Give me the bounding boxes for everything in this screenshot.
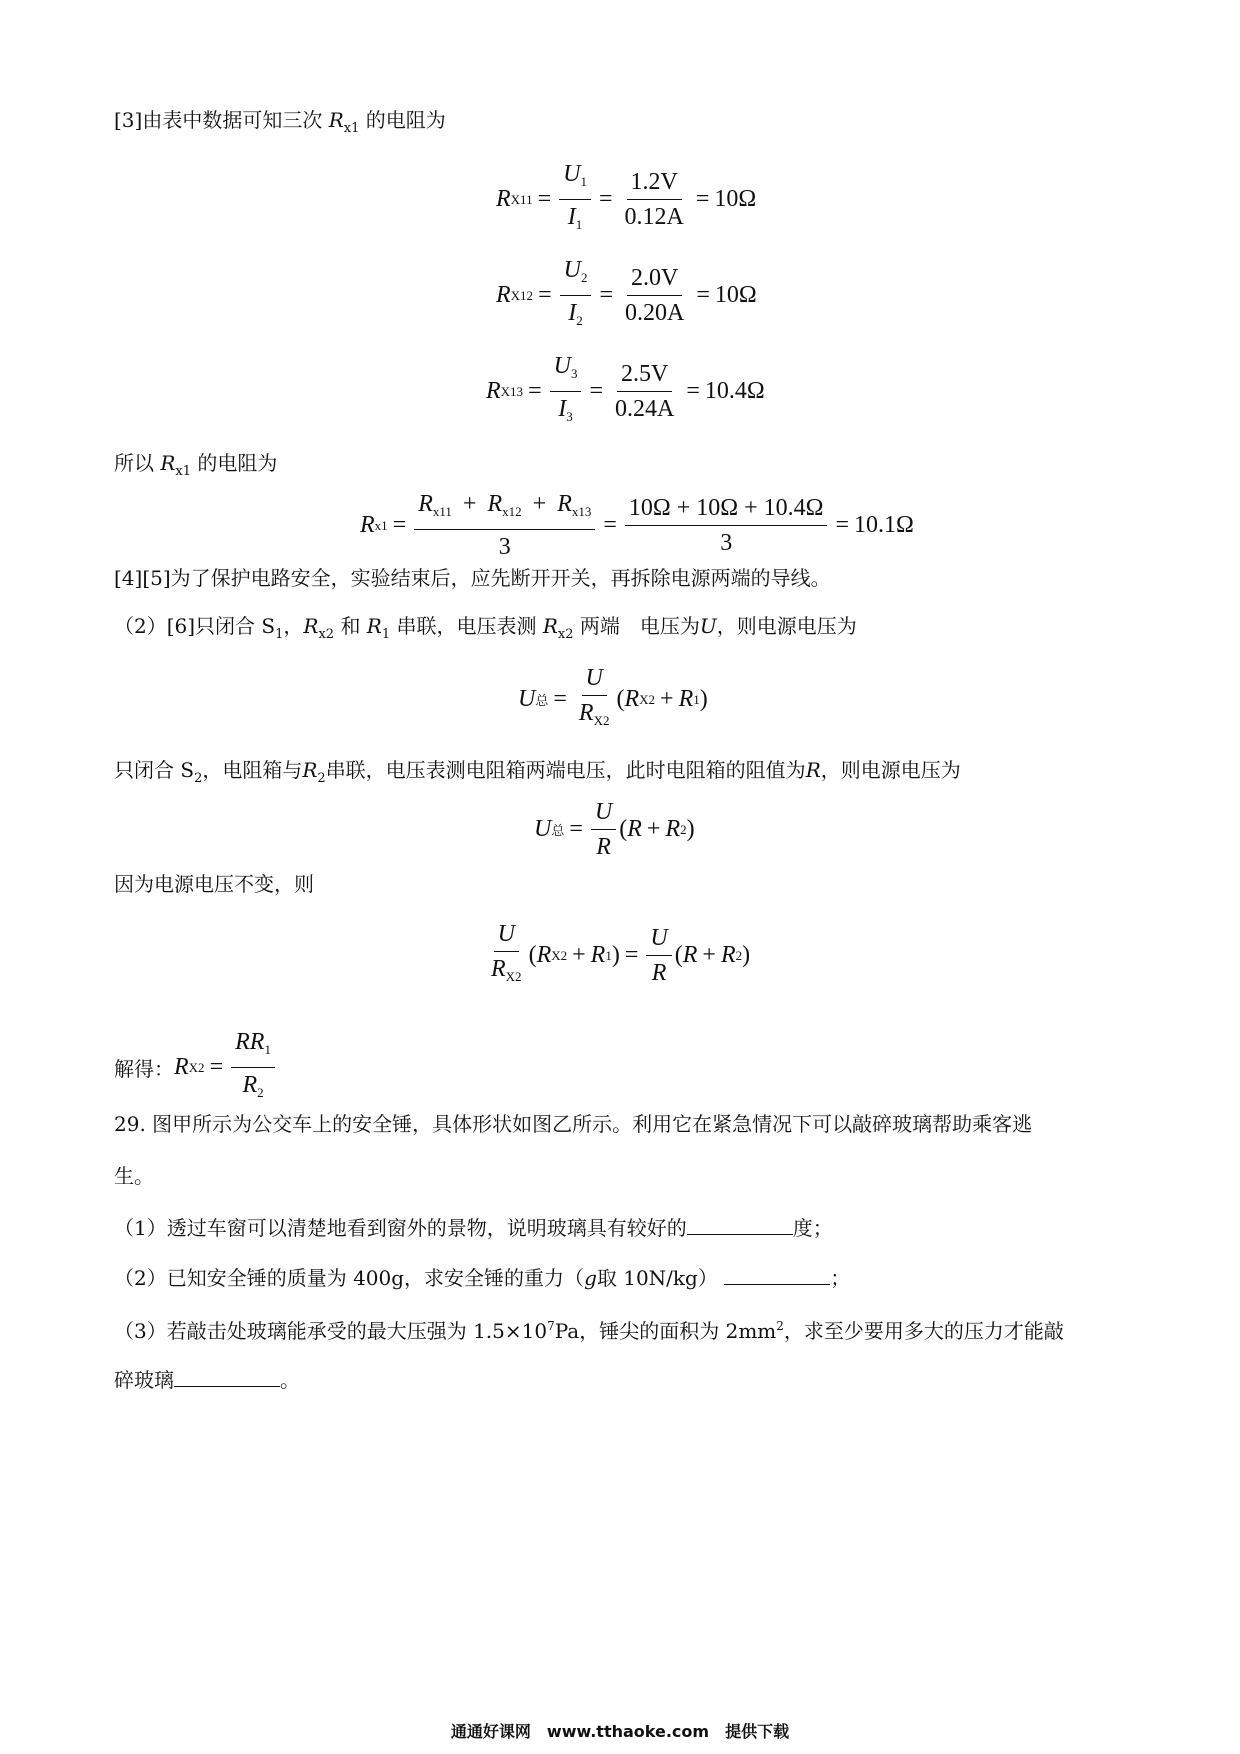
question-29-part-1	[114, 1212, 833, 1242]
equation-u-total-2: U 总 = $\frac{U}{R}$ ( R + R 2 )	[534, 799, 695, 860]
symbol-r: R	[678, 686, 694, 712]
question-29-stem-line-1: 29. 图甲所示为公交车上的安全锤，具体形状如图乙所示。利用它在紧急情况下可以敲碎玻璃帮助乘客逃	[114, 1112, 1033, 1136]
symbol-r: R	[418, 491, 433, 517]
sub-x2: x2	[318, 627, 335, 642]
symbol-r: R	[487, 491, 503, 517]
fraction-u-r	[591, 798, 616, 861]
sub-3: 3	[566, 409, 573, 424]
eq2-current: 0.20A	[625, 300, 685, 326]
symbol-u: U	[585, 665, 603, 691]
symbol-u: U	[518, 686, 536, 712]
symbol-r: R	[360, 512, 375, 538]
sub-2: 2	[317, 771, 326, 786]
sub-x13: X13	[500, 383, 524, 399]
s2-text-d: ，则电源电压为	[820, 758, 961, 782]
symbol-r: R	[536, 942, 552, 968]
equation-rx12: R X12 = $\frac{U_2}{I_2}$ = $\frac{2.0V}{0.20A}$ = 10Ω	[496, 256, 757, 335]
symbol-g: g	[584, 1266, 597, 1290]
question-29-part-3-line-2	[114, 1364, 300, 1394]
paragraph-constant: 因为电源电压不变，则	[114, 872, 314, 896]
sub-x13: x13	[571, 504, 592, 519]
symbol-r: R	[242, 1072, 258, 1098]
fraction-values-3	[611, 360, 678, 423]
sub-x11: x11	[432, 504, 452, 519]
fraction-rr1-r2	[231, 1028, 275, 1107]
symbol-u: U	[497, 921, 515, 947]
fraction-u1-i1	[559, 160, 591, 239]
symbol-u: U	[594, 799, 613, 825]
sub-1: 1	[575, 217, 583, 232]
q3-text-a: （3）若敲击处玻璃能承受的最大压强为 1.5×10	[114, 1319, 548, 1343]
page-footer: 通通好课网 www.tthaoke.com 提供下载	[450, 1722, 790, 1741]
eq3-current: 0.24A	[615, 396, 675, 422]
symbol-r: R	[624, 686, 640, 712]
symbol-i: I	[568, 300, 577, 326]
fraction-u-rx2	[575, 664, 614, 735]
sub-x12: X12	[510, 287, 534, 303]
eq1-current: 0.12A	[624, 204, 684, 230]
solve-label: 解得：	[114, 1057, 174, 1081]
sub-2: 2	[194, 771, 203, 786]
answer-blank-1[interactable]	[687, 1212, 793, 1235]
sub-3: 3	[570, 366, 578, 381]
symbol-u: U	[650, 925, 668, 951]
question-29-part-2	[114, 1262, 850, 1292]
sub-2: 2	[580, 270, 588, 285]
paragraph-6	[114, 612, 857, 649]
symbol-i: I	[558, 396, 567, 422]
sub-x2: X2	[593, 713, 610, 728]
sub-1: 1	[693, 691, 700, 707]
symbol-r: R	[682, 942, 698, 968]
answer-blank-2[interactable]	[724, 1262, 830, 1285]
symbol-r: R	[160, 451, 176, 475]
q1-text-a: （1）透过车窗可以清楚地看到窗外的景物，说明玻璃具有较好的	[114, 1216, 687, 1240]
s2-text-c: 串联，电压表测电阻箱两端电压，此时电阻箱的阻值为	[325, 758, 806, 782]
q2-text-a: （2）已知安全锤的质量为 400g，求安全锤的重力（	[114, 1266, 585, 1290]
symbol-r: R	[557, 491, 572, 517]
q3-line2-text-b: 。	[280, 1368, 300, 1392]
eq2-voltage: 2.0V	[627, 264, 682, 296]
p6-text-a: （2）[6]只闭合 S	[114, 614, 276, 638]
q3-exponent: 7	[547, 1319, 555, 1333]
q3-text-b: Pa，锤尖的面积为 2mm	[554, 1319, 777, 1343]
answer-blank-3[interactable]	[174, 1364, 280, 1387]
question-29-part-3	[114, 1312, 1064, 1345]
symbol-r: R	[720, 942, 736, 968]
symbol-r: R	[578, 700, 594, 726]
sub-x2: x2	[557, 627, 574, 642]
sub-1: 1	[605, 947, 612, 963]
paragraph-3-intro	[114, 106, 446, 143]
sub-1: 1	[275, 627, 284, 642]
sub-x2: X2	[188, 1059, 205, 1075]
symbol-r: R	[496, 186, 511, 212]
question-29-stem-line-2: 生。	[114, 1164, 154, 1188]
symbol-r: R	[486, 378, 501, 404]
symbol-r: R	[496, 282, 511, 308]
symbol-r: R	[302, 758, 318, 782]
fraction-sum-r: $\frac{R_{x11} + R_{x12} + R_{x13}}{3}$	[414, 490, 595, 561]
equation-rx13: R X13 = $\frac{U_3}{I_3}$ = $\frac{2.5V}{0.24A}$ = 10.4Ω	[486, 352, 765, 431]
p6-text-c: 和	[340, 614, 361, 638]
eq3-result: 10.4Ω	[704, 378, 765, 404]
sub-1: 1	[264, 1042, 271, 1057]
equation-rx1-average: R x1 = $\frac{R_{x11} + R_{x12} + R_{x13}}{3}$ = $\frac{10\Omega + 10\Omega + 10.4\Omega}{3}$ = 10.1Ω	[360, 491, 914, 560]
fraction-u3-i3	[550, 352, 582, 431]
sub-2: 2	[735, 947, 743, 963]
fraction-u-rx2	[487, 920, 526, 991]
sub-x1: x1	[175, 464, 192, 479]
sub-1: 1	[381, 627, 391, 642]
symbol-r: R	[651, 960, 667, 986]
so-intro-text: 所以	[114, 451, 154, 475]
s2-text-b: ，电阻箱与	[202, 758, 303, 782]
paragraph-so-intro	[114, 449, 277, 486]
paragraph-45: [4][5]为了保护电路安全，实验结束后，应先断开开关，再拆除电源两端的导线。	[114, 566, 831, 590]
p6-text-d: 串联，电压表测	[396, 614, 537, 638]
symbol-r: R	[665, 816, 681, 842]
sub-x1: x1	[374, 517, 388, 533]
symbol-u: U	[699, 614, 717, 638]
fraction-values-2	[621, 264, 688, 327]
symbol-r: R	[328, 108, 344, 132]
q3-line2-text-a: 碎玻璃	[114, 1368, 174, 1392]
p6-text-b: ，	[283, 614, 304, 638]
p3-intro-text: [3]由表中数据可知三次	[114, 108, 323, 132]
symbol-r: R	[590, 942, 606, 968]
sub-x12: x12	[502, 504, 522, 519]
eq1-voltage: 1.2V	[627, 168, 682, 200]
sub-x1: x1	[343, 121, 360, 136]
symbol-u: U	[553, 353, 571, 379]
sub-2: 2	[680, 821, 687, 837]
symbol-u: U	[534, 816, 552, 842]
q2-text-c: ；	[830, 1266, 851, 1290]
q1-text-b: 度；	[792, 1216, 833, 1240]
q3-exponent-2: 2	[776, 1319, 784, 1333]
symbol-r: R	[596, 834, 611, 860]
symbol-u: U	[563, 257, 581, 283]
eq2-result: 10Ω	[714, 282, 757, 308]
fraction-values-1	[621, 168, 688, 231]
symbol-rr: RR	[235, 1029, 265, 1055]
denominator-3: 3	[498, 534, 511, 560]
sub-x11: X11	[510, 191, 533, 207]
eq3-voltage: 2.5V	[617, 360, 672, 392]
sub-x2: X2	[639, 691, 656, 707]
fraction-u2-i2	[560, 256, 592, 335]
symbol-r: R	[491, 956, 506, 982]
equation-rx11: R X11 = $\frac{U_1}{I_1}$ = $\frac{1.2V}{0.12A}$ = 10Ω	[496, 160, 756, 239]
sub-2: 2	[257, 1085, 264, 1100]
fraction-sum-values	[625, 494, 828, 557]
q3-text-c: ，求至少要用多大的压力才能敲	[783, 1319, 1064, 1343]
symbol-r: R	[627, 816, 642, 842]
paragraph-s2	[114, 756, 961, 793]
so-tail-text: 的电阻为	[197, 451, 278, 475]
symbol-i: I	[567, 204, 576, 230]
symbol-u: U	[563, 161, 581, 187]
sub-2: 2	[576, 313, 583, 328]
sub-1: 1	[580, 174, 587, 189]
symbol-r: R	[174, 1054, 189, 1080]
equation-u-total-1: U 总 = $\frac{U}{R_{X2}}$ ( R X2 + R 1 )	[518, 664, 708, 735]
symbol-r: R	[366, 614, 382, 638]
avg-result: 10.1Ω	[854, 512, 914, 538]
avg-denominator: 3	[720, 530, 733, 556]
s2-text-a: 只闭合 S	[114, 758, 195, 782]
avg-sum-values: 10Ω + 10Ω + 10.4Ω	[625, 494, 828, 526]
equation-solution: 解得： R X2 = $\frac{RR_1}{R_2}$	[114, 1028, 278, 1107]
p3-intro-tail: 的电阻为	[365, 108, 446, 132]
symbol-r: R	[303, 614, 319, 638]
p6-text-e: 两端 电压为	[579, 614, 700, 638]
sub-x2: X2	[551, 947, 568, 963]
symbol-r: R	[542, 614, 558, 638]
p6-text-f: ，则电源电压为	[716, 614, 857, 638]
equation-equality: $\frac{U}{R_{X2}}$ ( R X2 + R 1 ) = $\frac{U}{R}$ ( R + R 2 )	[484, 920, 750, 991]
sub-x2: X2	[505, 969, 522, 984]
eq1-result: 10Ω	[714, 186, 757, 212]
fraction-u-r	[646, 924, 671, 987]
sub-zong: 总	[535, 693, 549, 708]
sub-zong: 总	[551, 823, 565, 838]
symbol-r: R	[805, 758, 821, 782]
q2-text-b: 取 10N/kg）	[596, 1266, 718, 1290]
